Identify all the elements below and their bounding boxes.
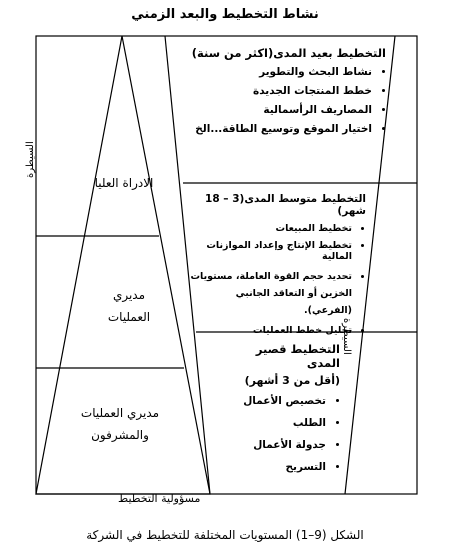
list-item: • نشاط البحث والتطوير [180, 66, 372, 78]
block-short-range [220, 342, 340, 480]
planning-responsibility-label: مسؤولية التخطيط [118, 492, 201, 505]
block-short-range-list [220, 395, 340, 473]
block-long-range [180, 46, 386, 142]
block-medium-range [188, 193, 366, 343]
list-item: • تحديد حجم القوة العاملة، مستويات الخزين أو التعاقد الجانبي (الفرعي). [188, 268, 352, 319]
block-long-range-heading: التخطيط بعيد المدى(اكثر من سنة) [191, 46, 386, 60]
list-item: • الطلب [220, 417, 326, 429]
block-short-range-subheading: (أقل من 3 أشهر) [244, 374, 340, 387]
list-item: • المصاريف الرأسمالية [180, 104, 372, 116]
control-label-right: السيطرة [341, 318, 352, 355]
list-item: • تحليل خطط العمليات [188, 325, 352, 336]
level-top-management: الادراة العليا [94, 176, 154, 190]
list-item: • تخطيط الإنتاج وإعداد الموازنات المالية [188, 240, 352, 262]
level-lower-supervisors: مديري العمليات والمشرفون [80, 406, 160, 442]
list-item: • تخطيط المبيعات [188, 223, 352, 234]
list-item: • جدولة الأعمال [220, 439, 326, 451]
block-short-range-heading: التخطيط قصير المدى [255, 342, 340, 370]
list-item: • التسريح [220, 461, 326, 473]
page-title: نشاط التخطيط والبعد الزمني [131, 7, 319, 22]
block-long-range-list [180, 66, 386, 135]
list-item: • خطط المنتجات الجديدة [180, 85, 372, 97]
list-item: • اختيار الموقع وتوسيع الطاقة...الخ [180, 123, 372, 135]
control-label-left: السيطرة [25, 141, 36, 178]
level-middle-operations: مديري العمليات [107, 288, 151, 324]
figure-caption: الشكل (9–1) المستويات المختلفة للتخطيط في الشركة [86, 528, 364, 542]
block-medium-range-heading: التخطيط متوسط المدى(3 – 18 شهر) [205, 193, 366, 217]
block-medium-range-list [188, 223, 366, 336]
list-item: • تخصيص الأعمال [220, 395, 326, 407]
